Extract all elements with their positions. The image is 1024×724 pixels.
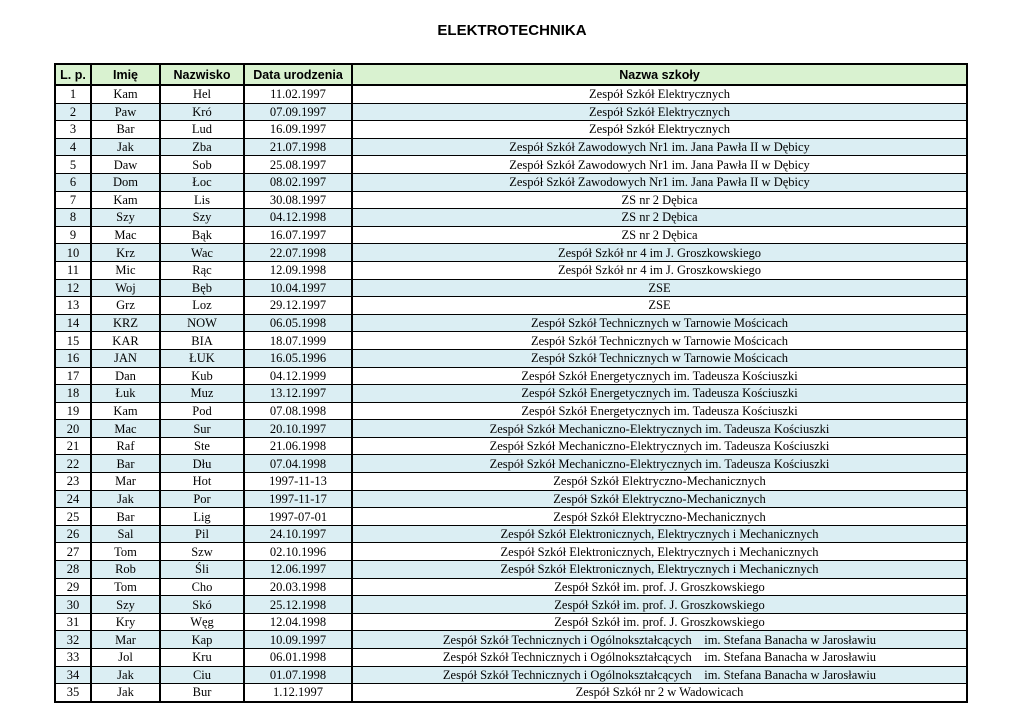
first-name-cell: KAR <box>91 332 160 350</box>
school-name-cell: Zespół Szkół Elektrycznych <box>352 121 967 139</box>
last-name-cell: Wac <box>160 244 244 262</box>
school-name-cell: Zespół Szkół Elektrycznych <box>352 85 967 103</box>
first-name-cell: Mac <box>91 420 160 438</box>
birth-date-cell: 06.01.1998 <box>244 649 352 667</box>
birth-date-cell: 16.09.1997 <box>244 121 352 139</box>
first-name-cell: Paw <box>91 103 160 121</box>
school-name-cell: Zespół Szkół Elektronicznych, Elektrycznych i Mechanicznych <box>352 543 967 561</box>
row-number: 16 <box>55 349 91 367</box>
table-row <box>55 596 967 614</box>
table-row <box>55 385 967 403</box>
birth-date-cell: 12.06.1997 <box>244 561 352 579</box>
birth-date-cell: 08.02.1997 <box>244 173 352 191</box>
header-birth-date: Data urodzenia <box>244 64 352 85</box>
table-row <box>55 649 967 667</box>
last-name-cell: Loz <box>160 297 244 315</box>
row-number: 21 <box>55 437 91 455</box>
row-number: 20 <box>55 420 91 438</box>
table-row <box>55 103 967 121</box>
birth-date-cell: 10.09.1997 <box>244 631 352 649</box>
birth-date-cell: 21.06.1998 <box>244 437 352 455</box>
school-name-cell: Zespół Szkół im. prof. J. Groszkowskiego <box>352 613 967 631</box>
first-name-cell: Mar <box>91 631 160 649</box>
birth-date-cell: 07.04.1998 <box>244 455 352 473</box>
row-number: 3 <box>55 121 91 139</box>
birth-date-cell: 20.03.1998 <box>244 578 352 596</box>
first-name-cell: Krz <box>91 244 160 262</box>
row-number: 6 <box>55 173 91 191</box>
school-name-cell: Zespół Szkół Elektronicznych, Elektrycznych i Mechanicznych <box>352 525 967 543</box>
table-row <box>55 455 967 473</box>
school-name-cell: Zespół Szkół Technicznych w Tarnowie Mościcach <box>352 332 967 350</box>
table-row <box>55 138 967 156</box>
table-header <box>55 64 967 85</box>
first-name-cell: Szy <box>91 209 160 227</box>
table-row <box>55 191 967 209</box>
birth-date-cell: 1997-11-17 <box>244 490 352 508</box>
table-row <box>55 261 967 279</box>
school-name-cell: Zespół Szkół im. prof. J. Groszkowskiego <box>352 596 967 614</box>
first-name-cell: Dan <box>91 367 160 385</box>
birth-date-cell: 04.12.1998 <box>244 209 352 227</box>
table-row <box>55 420 967 438</box>
table-body <box>55 85 967 702</box>
table-row <box>55 402 967 420</box>
birth-date-cell: 07.08.1998 <box>244 402 352 420</box>
row-number: 14 <box>55 314 91 332</box>
last-name-cell: Sur <box>160 420 244 438</box>
birth-date-cell: 29.12.1997 <box>244 297 352 315</box>
last-name-cell: Lis <box>160 191 244 209</box>
school-name-cell: Zespół Szkół Technicznych i Ogólnokształcących im. Stefana Banacha w Jarosławiu <box>352 666 967 684</box>
birth-date-cell: 22.07.1998 <box>244 244 352 262</box>
last-name-cell: Ste <box>160 437 244 455</box>
student-table <box>54 63 968 703</box>
header-lp: L. p. <box>55 64 91 85</box>
table-row <box>55 525 967 543</box>
first-name-cell: Bar <box>91 121 160 139</box>
table-row <box>55 85 967 103</box>
last-name-cell: Śli <box>160 561 244 579</box>
school-name-cell: Zespół Szkół Mechaniczno-Elektrycznych im. Tadeusza Kościuszki <box>352 437 967 455</box>
first-name-cell: Mar <box>91 473 160 491</box>
school-name-cell: Zespół Szkół Energetycznych im. Tadeusza Kościuszki <box>352 402 967 420</box>
row-number: 17 <box>55 367 91 385</box>
header-school-name: Nazwa szkoły <box>352 64 967 85</box>
first-name-cell: Tom <box>91 578 160 596</box>
row-number: 30 <box>55 596 91 614</box>
last-name-cell: Sob <box>160 156 244 174</box>
header-last-name: Nazwisko <box>160 64 244 85</box>
first-name-cell: Dom <box>91 173 160 191</box>
birth-date-cell: 30.08.1997 <box>244 191 352 209</box>
last-name-cell: Ciu <box>160 666 244 684</box>
first-name-cell: Jak <box>91 666 160 684</box>
row-number: 18 <box>55 385 91 403</box>
row-number: 28 <box>55 561 91 579</box>
first-name-cell: Sal <box>91 525 160 543</box>
birth-date-cell: 02.10.1996 <box>244 543 352 561</box>
row-number: 32 <box>55 631 91 649</box>
birth-date-cell: 13.12.1997 <box>244 385 352 403</box>
last-name-cell: Rąc <box>160 261 244 279</box>
birth-date-cell: 18.07.1999 <box>244 332 352 350</box>
table-row <box>55 226 967 244</box>
school-name-cell: Zespół Szkół Technicznych w Tarnowie Mościcach <box>352 349 967 367</box>
last-name-cell: NOW <box>160 314 244 332</box>
table-row <box>55 473 967 491</box>
school-name-cell: Zespół Szkół nr 4 im J. Groszkowskiego <box>352 244 967 262</box>
birth-date-cell: 20.10.1997 <box>244 420 352 438</box>
first-name-cell: JAN <box>91 349 160 367</box>
school-name-cell: Zespół Szkół Zawodowych Nr1 im. Jana Pawła II w Dębicy <box>352 156 967 174</box>
row-number: 2 <box>55 103 91 121</box>
birth-date-cell: 06.05.1998 <box>244 314 352 332</box>
last-name-cell: Węg <box>160 613 244 631</box>
last-name-cell: Zba <box>160 138 244 156</box>
birth-date-cell: 21.07.1998 <box>244 138 352 156</box>
table-row <box>55 490 967 508</box>
birth-date-cell: 1.12.1997 <box>244 684 352 702</box>
row-number: 10 <box>55 244 91 262</box>
last-name-cell: BIA <box>160 332 244 350</box>
table-row <box>55 173 967 191</box>
first-name-cell: Jak <box>91 138 160 156</box>
row-number: 31 <box>55 613 91 631</box>
row-number: 8 <box>55 209 91 227</box>
birth-date-cell: 1997-11-13 <box>244 473 352 491</box>
school-name-cell: Zespół Szkół Technicznych i Ogólnokształcących im. Stefana Banacha w Jarosławiu <box>352 631 967 649</box>
first-name-cell: Mic <box>91 261 160 279</box>
birth-date-cell: 16.07.1997 <box>244 226 352 244</box>
row-number: 24 <box>55 490 91 508</box>
last-name-cell: Lud <box>160 121 244 139</box>
table-row <box>55 437 967 455</box>
school-name-cell: Zespół Szkół Elektronicznych, Elektrycznych i Mechanicznych <box>352 561 967 579</box>
row-number: 23 <box>55 473 91 491</box>
first-name-cell: Kam <box>91 191 160 209</box>
table-row <box>55 121 967 139</box>
last-name-cell: Skó <box>160 596 244 614</box>
page-title: ELEKTROTECHNIKA <box>437 22 587 39</box>
school-name-cell: Zespół Szkół Energetycznych im. Tadeusza Kościuszki <box>352 385 967 403</box>
school-name-cell: Zespół Szkół im. prof. J. Groszkowskiego <box>352 578 967 596</box>
row-number: 35 <box>55 684 91 702</box>
table-row <box>55 244 967 262</box>
birth-date-cell: 01.07.1998 <box>244 666 352 684</box>
school-name-cell: Zespół Szkół Elektryczno-Mechanicznych <box>352 473 967 491</box>
last-name-cell: Lig <box>160 508 244 526</box>
row-number: 15 <box>55 332 91 350</box>
school-name-cell: ZSE <box>352 297 967 315</box>
birth-date-cell: 16.05.1996 <box>244 349 352 367</box>
first-name-cell: Jak <box>91 684 160 702</box>
table-row <box>55 508 967 526</box>
table-row <box>55 367 967 385</box>
last-name-cell: Bąk <box>160 226 244 244</box>
first-name-cell: Tom <box>91 543 160 561</box>
school-name-cell: Zespół Szkół Elektrycznych <box>352 103 967 121</box>
row-number: 13 <box>55 297 91 315</box>
row-number: 25 <box>55 508 91 526</box>
last-name-cell: Hot <box>160 473 244 491</box>
table-row <box>55 578 967 596</box>
birth-date-cell: 07.09.1997 <box>244 103 352 121</box>
birth-date-cell: 11.02.1997 <box>244 85 352 103</box>
first-name-cell: Szy <box>91 596 160 614</box>
school-name-cell: ZSE <box>352 279 967 297</box>
table-row <box>55 209 967 227</box>
school-name-cell: Zespół Szkół Technicznych w Tarnowie Mościcach <box>352 314 967 332</box>
table-row <box>55 332 967 350</box>
table-row <box>55 666 967 684</box>
first-name-cell: Kam <box>91 85 160 103</box>
school-name-cell: ZS nr 2 Dębica <box>352 209 967 227</box>
birth-date-cell: 04.12.1999 <box>244 367 352 385</box>
first-name-cell: Grz <box>91 297 160 315</box>
school-name-cell: Zespół Szkół nr 4 im J. Groszkowskiego <box>352 261 967 279</box>
last-name-cell: Kap <box>160 631 244 649</box>
last-name-cell: Cho <box>160 578 244 596</box>
table-row <box>55 613 967 631</box>
last-name-cell: Muz <box>160 385 244 403</box>
last-name-cell: ŁUK <box>160 349 244 367</box>
birth-date-cell: 12.09.1998 <box>244 261 352 279</box>
birth-date-cell: 12.04.1998 <box>244 613 352 631</box>
table-row <box>55 561 967 579</box>
school-name-cell: Zespół Szkół Zawodowych Nr1 im. Jana Pawła II w Dębicy <box>352 173 967 191</box>
header-row <box>55 64 967 85</box>
school-name-cell: Zespół Szkół Zawodowych Nr1 im. Jana Pawła II w Dębicy <box>352 138 967 156</box>
first-name-cell: Rob <box>91 561 160 579</box>
row-number: 22 <box>55 455 91 473</box>
table-row <box>55 543 967 561</box>
first-name-cell: Raf <box>91 437 160 455</box>
table-row <box>55 156 967 174</box>
first-name-cell: Kam <box>91 402 160 420</box>
row-number: 9 <box>55 226 91 244</box>
first-name-cell: Kry <box>91 613 160 631</box>
first-name-cell: Łuk <box>91 385 160 403</box>
last-name-cell: Pod <box>160 402 244 420</box>
school-name-cell: ZS nr 2 Dębica <box>352 226 967 244</box>
header-first-name: Imię <box>91 64 160 85</box>
last-name-cell: Dłu <box>160 455 244 473</box>
school-name-cell: Zespół Szkół nr 2 w Wadowicach <box>352 684 967 702</box>
first-name-cell: Daw <box>91 156 160 174</box>
last-name-cell: Bęb <box>160 279 244 297</box>
school-name-cell: Zespół Szkół Technicznych i Ogólnokształcących im. Stefana Banacha w Jarosławiu <box>352 649 967 667</box>
last-name-cell: Szy <box>160 209 244 227</box>
first-name-cell: Jol <box>91 649 160 667</box>
first-name-cell: Bar <box>91 508 160 526</box>
school-name-cell: ZS nr 2 Dębica <box>352 191 967 209</box>
last-name-cell: Kub <box>160 367 244 385</box>
table-row <box>55 297 967 315</box>
row-number: 4 <box>55 138 91 156</box>
school-name-cell: Zespół Szkół Elektryczno-Mechanicznych <box>352 508 967 526</box>
last-name-cell: Kru <box>160 649 244 667</box>
birth-date-cell: 24.10.1997 <box>244 525 352 543</box>
birth-date-cell: 1997-07-01 <box>244 508 352 526</box>
table-row <box>55 349 967 367</box>
first-name-cell: Bar <box>91 455 160 473</box>
table-row <box>55 279 967 297</box>
last-name-cell: Hel <box>160 85 244 103</box>
birth-date-cell: 10.04.1997 <box>244 279 352 297</box>
row-number: 33 <box>55 649 91 667</box>
last-name-cell: Łoc <box>160 173 244 191</box>
row-number: 26 <box>55 525 91 543</box>
table-row <box>55 631 967 649</box>
last-name-cell: Szw <box>160 543 244 561</box>
row-number: 1 <box>55 85 91 103</box>
table-row <box>55 314 967 332</box>
school-name-cell: Zespół Szkół Elektryczno-Mechanicznych <box>352 490 967 508</box>
birth-date-cell: 25.08.1997 <box>244 156 352 174</box>
row-number: 29 <box>55 578 91 596</box>
table-row <box>55 684 967 702</box>
birth-date-cell: 25.12.1998 <box>244 596 352 614</box>
last-name-cell: Bur <box>160 684 244 702</box>
row-number: 5 <box>55 156 91 174</box>
school-name-cell: Zespół Szkół Mechaniczno-Elektrycznych im. Tadeusza Kościuszki <box>352 420 967 438</box>
row-number: 12 <box>55 279 91 297</box>
row-number: 19 <box>55 402 91 420</box>
row-number: 7 <box>55 191 91 209</box>
school-name-cell: Zespół Szkół Energetycznych im. Tadeusza Kościuszki <box>352 367 967 385</box>
first-name-cell: Jak <box>91 490 160 508</box>
school-name-cell: Zespół Szkół Mechaniczno-Elektrycznych im. Tadeusza Kościuszki <box>352 455 967 473</box>
first-name-cell: Woj <box>91 279 160 297</box>
first-name-cell: KRZ <box>91 314 160 332</box>
row-number: 27 <box>55 543 91 561</box>
last-name-cell: Por <box>160 490 244 508</box>
last-name-cell: Kró <box>160 103 244 121</box>
row-number: 11 <box>55 261 91 279</box>
last-name-cell: Pil <box>160 525 244 543</box>
first-name-cell: Mac <box>91 226 160 244</box>
row-number: 34 <box>55 666 91 684</box>
